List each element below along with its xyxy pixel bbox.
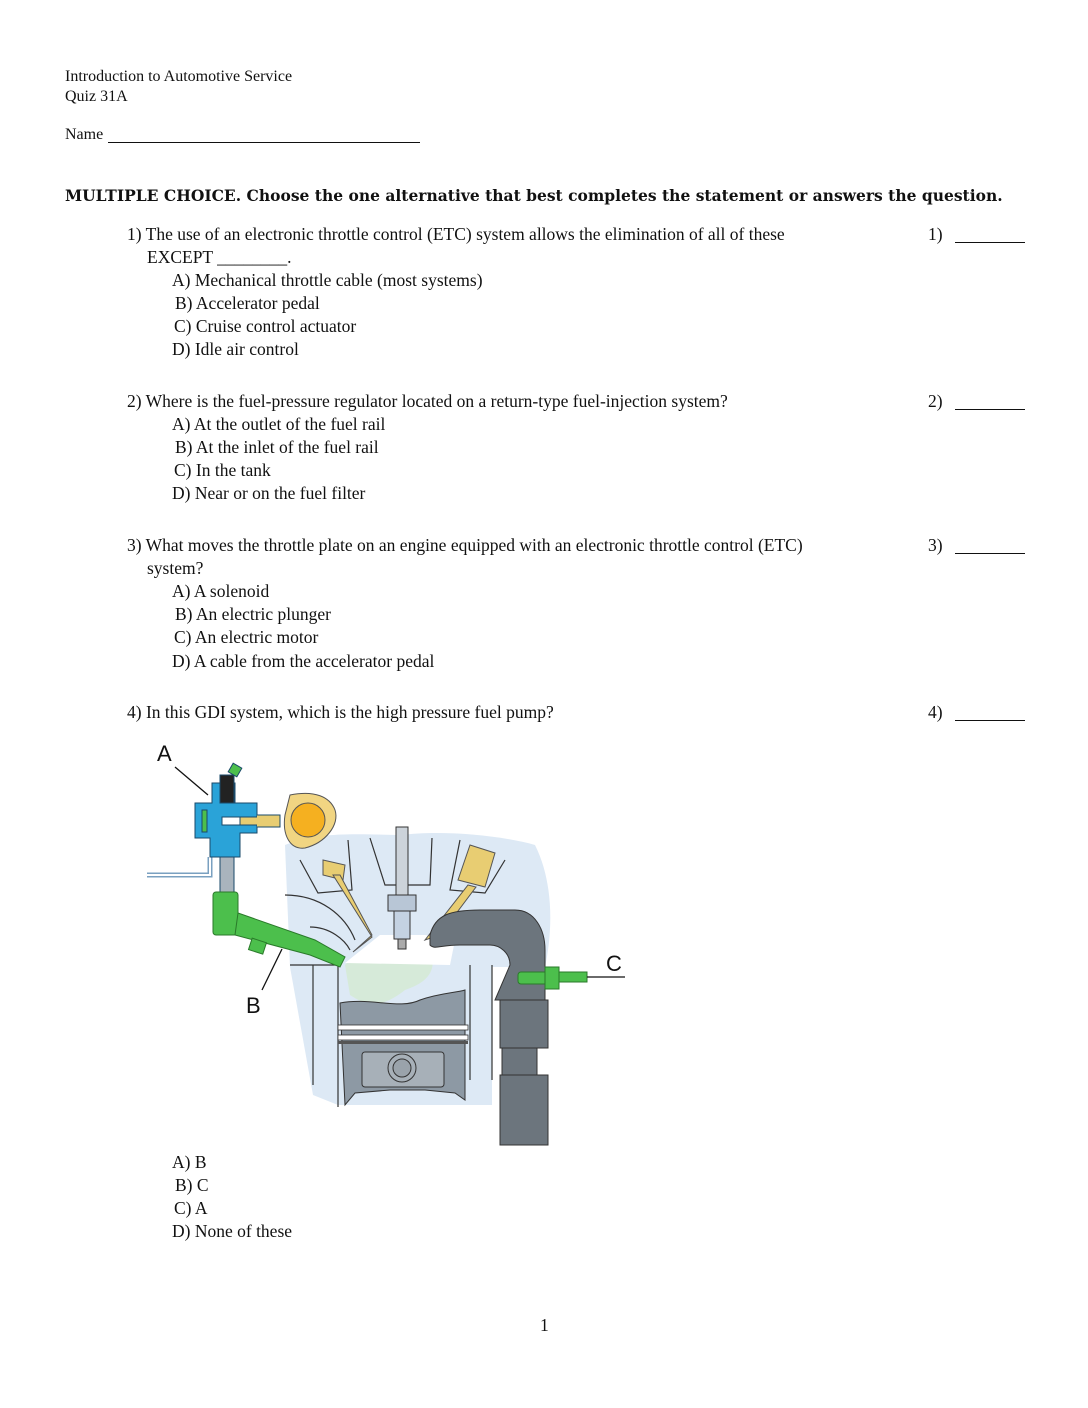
section-heading: MULTIPLE CHOICE. Choose the one alternative that best completes the statement or answers the question. bbox=[65, 186, 1003, 205]
question-3-option-c: C) An electric motor bbox=[174, 627, 319, 647]
gdi-system-diagram bbox=[140, 735, 640, 1155]
question-4-option-d: D) None of these bbox=[172, 1221, 293, 1241]
diagram-label-a: A bbox=[157, 741, 172, 766]
answer-1-blank[interactable] bbox=[955, 241, 1025, 243]
page-number: 1 bbox=[540, 1315, 549, 1335]
answer-3-blank[interactable] bbox=[955, 552, 1025, 554]
question-3-option-b: B) An electric plunger bbox=[175, 604, 331, 624]
answer-1-number: 1) bbox=[928, 224, 943, 244]
answer-2-number: 2) bbox=[928, 391, 943, 411]
name-field-line[interactable] bbox=[108, 142, 420, 143]
arrow-a bbox=[175, 767, 208, 795]
question-2-option-c: C) In the tank bbox=[174, 460, 271, 480]
quiz-title: Quiz 31A bbox=[65, 88, 128, 105]
question-2-option-b: B) At the inlet of the fuel rail bbox=[175, 437, 379, 457]
question-3-text: 3) What moves the throttle plate on an engine equipped with an electronic throttle control (ETC) bbox=[127, 535, 803, 555]
diagram-label-c: C bbox=[606, 951, 622, 976]
diagram-label-b: B bbox=[246, 993, 261, 1018]
question-4-option-b: B) C bbox=[175, 1175, 209, 1195]
question-4-option-a: A) B bbox=[172, 1152, 207, 1172]
question-4-option-c: C) A bbox=[174, 1198, 208, 1218]
question-2-text: 2) Where is the fuel-pressure regulator located on a return-type fuel-injection system? bbox=[127, 391, 728, 411]
question-1-option-a: A) Mechanical throttle cable (most systems) bbox=[172, 270, 483, 290]
piston bbox=[340, 990, 465, 1105]
fuel-line bbox=[147, 857, 210, 875]
question-3-option-a: A) A solenoid bbox=[172, 581, 270, 601]
answer-2-blank[interactable] bbox=[955, 408, 1025, 410]
question-2-option-a: A) At the outlet of the fuel rail bbox=[172, 414, 386, 434]
answer-4-number: 4) bbox=[928, 702, 943, 722]
question-1-option-c: C) Cruise control actuator bbox=[174, 316, 357, 336]
question-1-text: 1) The use of an electronic throttle control (ETC) system allows the elimination of all of these bbox=[127, 224, 785, 244]
name-label: Name bbox=[65, 126, 104, 143]
answer-4-blank[interactable] bbox=[955, 719, 1025, 721]
question-3-option-d: D) A cable from the accelerator pedal bbox=[172, 651, 435, 671]
question-1-text-cont: EXCEPT ________. bbox=[147, 247, 292, 267]
question-1-option-d: D) Idle air control bbox=[172, 339, 299, 359]
arrow-b bbox=[262, 949, 282, 990]
question-4-text: 4) In this GDI system, which is the high pressure fuel pump? bbox=[127, 702, 554, 722]
question-1-option-b: B) Accelerator pedal bbox=[175, 293, 320, 313]
question-3-text-cont: system? bbox=[147, 558, 204, 578]
answer-3-number: 3) bbox=[928, 535, 943, 555]
course-title: Introduction to Automotive Service bbox=[65, 68, 293, 85]
question-2-option-d: D) Near or on the fuel filter bbox=[172, 483, 366, 503]
